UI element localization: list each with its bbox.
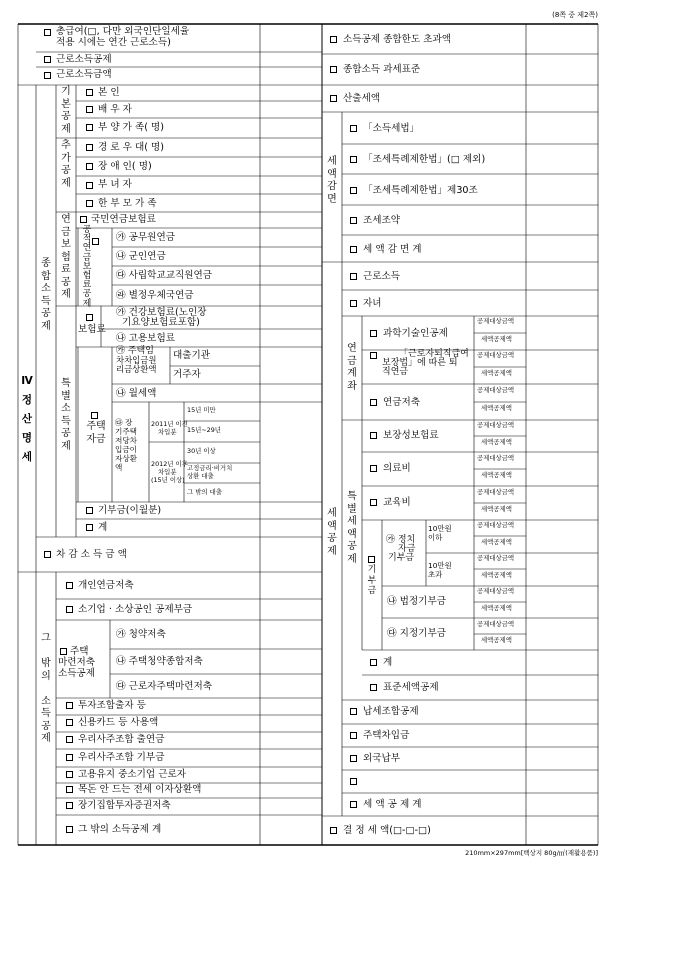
lender-resident: 거주자 [173,369,201,380]
special-credit-label: 특 별 세 액 공 제 [347,491,357,565]
elderly-checkbox[interactable] [86,144,93,151]
mortgage-4: 입금이 [115,445,138,454]
health-insurance-2: 기요양보험료포함) [122,317,200,328]
reduction-total: 세 액 감 면 계 [363,244,422,255]
donation-carry-checkbox[interactable] [86,507,93,514]
protection-insurance: 보장성보험료 [383,430,439,441]
spouse-label: 배 우 자 [98,104,132,115]
earned-income-checkbox[interactable] [350,273,357,280]
investment-checkbox[interactable] [66,702,73,709]
pension-account-label: 연 금 계 좌 [347,343,357,392]
special-total: 계 [98,522,108,533]
retirement-1: 「근로자퇴직급여 [399,349,469,359]
over-100k-2: 초과 [428,570,443,579]
under-100k-1: 10만원 [428,524,452,533]
credit-total-checkbox[interactable] [350,801,357,808]
deductible-label: 공제대상금액 [477,521,515,529]
deductible-label: 공제대상금액 [477,386,515,394]
tax-union-checkbox[interactable] [350,708,357,715]
salary-checkbox[interactable] [44,29,51,36]
standard-credit-checkbox[interactable] [370,684,377,691]
page-info: (8쪽 중 제2쪽) [552,11,598,19]
comprehensive-subscription: ㉯ 주택청약종합저축 [116,656,203,667]
after-2012-3: (15년 이상) [151,476,185,484]
net-income-checkbox[interactable] [44,551,51,558]
credit-card-checkbox[interactable] [66,719,73,726]
special-act-30: 「조세특례제한법」제30조 [363,185,478,196]
credit-amount-label: 세액공제액 [481,604,512,612]
mortgage-2: 기주택 [115,427,138,436]
earned-amount: 근로소득금액 [56,69,112,80]
credit-amount-label: 세액공제액 [481,335,512,343]
foreign-tax: 외국납부 [363,753,401,764]
credit-card: 신용카드 등 사용액 [78,717,159,728]
self-label: 본 인 [98,87,120,98]
credit-amount-label: 세액공제액 [481,369,512,377]
credit-amount-label: 세액공제액 [481,538,512,546]
lease-interest-checkbox[interactable] [66,786,73,793]
children: 자녀 [363,298,382,309]
credit-amount-label: 세액공제액 [481,438,512,446]
investment: 투자조합출자 등 [78,700,146,711]
other-total-checkbox[interactable] [66,826,73,833]
credit-amount-label: 세액공제액 [481,505,512,513]
sme-employee: 고용유지 중소기업 근로자 [78,769,187,780]
mortgage-6: 액 [115,463,123,472]
tax-union: 납세조합공제 [363,706,419,717]
housing-savings-2: 마련저축 [58,657,96,668]
personal-pension-checkbox[interactable] [66,582,73,589]
housing-funds-label: 주택 자금 [86,421,106,445]
disabled-checkbox[interactable] [86,163,93,170]
deductible-label: 공제대상금액 [477,587,515,595]
insurance-label: 보험료 [78,324,106,335]
pension-school: ㉰ 사립학교교직원연금 [116,270,213,281]
under-100k-2: 이하 [428,533,443,542]
special-act-excl: 「조세특례제한법」(□ 제외) [363,154,486,165]
self-checkbox[interactable] [86,89,93,96]
earned-deduction-checkbox[interactable] [44,56,51,63]
worker-housing-savings: ㉰ 근로자주택마련저축 [116,681,213,692]
fixed-rate-2: 상환 대출 [187,472,214,480]
section-title: Ⅳ 정 산 명 세 [21,375,33,463]
blank-item-checkbox[interactable] [350,778,357,785]
credit-amount-label: 세액공제액 [481,404,512,412]
education-checkbox[interactable] [370,499,377,506]
standard-credit: 표준세액공제 [383,682,439,693]
deductible-label: 공제대상금액 [477,620,515,628]
reduction-group-label: 세 액 감 면 [327,156,337,205]
credit-amount-label: 세액공제액 [481,471,512,479]
protection-ins-checkbox[interactable] [370,432,377,439]
calculated-tax-checkbox[interactable] [330,95,337,102]
national-pension-checkbox[interactable] [80,216,87,223]
group-comprehensive-label: 종 합 소 득 공 제 [41,258,51,332]
deductible-label: 공제대상금액 [477,554,515,562]
earned-amount-checkbox[interactable] [44,72,51,79]
salary-line1: 총급여(□, 다만 외국인단일세율 [56,26,190,37]
housing-savings-checkbox[interactable] [60,648,67,655]
housing-loan-1: ㉮ 주택임 [116,346,154,356]
tax-treaty: 조세조약 [363,215,401,226]
esop-donation: 우리사주조합 기부금 [78,752,165,763]
monthly-rent: ㉯ 월세액 [116,388,157,399]
housing-loan-3: 리금상환액 [116,364,157,374]
single-parent-checkbox[interactable] [86,200,93,207]
esop-contrib-checkbox[interactable] [66,736,73,743]
credit-total: 세 액 공 제 계 [363,799,422,810]
dependents-checkbox[interactable] [86,124,93,131]
lender-institution: 대출기관 [173,350,211,361]
housing-funds-checkbox[interactable] [91,412,98,419]
designated-donation: ㉰ 지정기부금 [387,628,446,639]
pension-savings-checkbox[interactable] [370,399,377,406]
special-deduction-label: 특 별 소 득 공 제 [61,378,71,452]
medical-checkbox[interactable] [370,465,377,472]
group-other-label: 그 밖 의 소 득 공 제 [41,633,51,744]
earned-deduction: 근로소득공제 [56,54,112,65]
donation-checkbox[interactable] [368,556,375,563]
years-under-15: 15년 미만 [187,406,216,414]
special-credit-total: 계 [383,657,393,668]
years-over-30: 30년 이상 [187,447,216,455]
lease-interest: 목돈 안 드는 전세 이자상환액 [78,784,202,795]
women-label: 부 녀 자 [98,179,132,190]
spouse-checkbox[interactable] [86,106,93,113]
women-checkbox[interactable] [86,182,93,189]
national-pension: 국민연금보험료 [91,214,156,225]
income-tax-act-checkbox[interactable] [350,125,357,132]
credit-amount-label: 세액공제액 [481,636,512,644]
housing-loan-checkbox[interactable] [350,732,357,739]
net-income: 차 감 소 득 금 액 [56,549,127,560]
tax-base: 종합소득 과세표준 [343,64,421,75]
income-tax-act: 「소득세법」 [363,123,420,134]
education: 교육비 [383,497,411,508]
credit-amount-label: 세액공제액 [481,571,512,579]
deductible-label: 공제대상금액 [477,454,515,462]
medical: 의료비 [383,463,411,474]
credit-group-label: 세 액 공 제 [327,508,337,557]
esop-donation-checkbox[interactable] [66,754,73,761]
before-2011-2: 차입분 [158,428,177,436]
deductible-label: 공제대상금액 [477,351,515,359]
basic-deduction-label: 기 본 공 제 [61,86,71,135]
other-loans: 그 밖의 대출 [187,488,222,496]
health-insurance-1: ㉮ 건강보험료(노인장 [116,307,207,318]
retirement-3: 직연금 [382,367,409,377]
employment-insurance: ㉯ 고용보험료 [116,333,175,344]
paper-spec: 210mm×297mm[백상지 80g/㎡(재활용품)] [465,849,598,857]
pension-civil: ㉮ 공무원연금 [116,232,175,243]
mortgage-1: ㉰ 장 [115,418,133,427]
mortgage-3: 저당차 [115,436,138,445]
small-biz-checkbox[interactable] [66,606,73,613]
insurance-checkbox[interactable] [86,314,93,321]
housing-savings-1: 주택 [70,646,89,657]
science-mutual: 과학기술인공제 [383,328,448,339]
public-pension-checkbox[interactable] [92,238,99,245]
excess-limit: 소득공제 종합한도 초과액 [343,34,452,45]
determined-tax-checkbox[interactable] [330,827,337,834]
housing-loan-2: 차차입금원 [116,355,157,365]
donation-carry: 기부금(이월분) [98,505,162,516]
pension-savings: 연금저축 [383,397,421,408]
elderly-label: 경 로 우 대( 명) [98,142,165,153]
single-parent-label: 한 부 모 가 족 [98,198,157,209]
special-act-30-checkbox[interactable] [350,187,357,194]
housing-loan: 주택차입금 [363,730,410,741]
special-credit-total-checkbox[interactable] [370,659,377,666]
excess-limit-checkbox[interactable] [330,36,337,43]
fixed-rate-1: 고정금리·비거치 [187,464,233,472]
special-total-checkbox[interactable] [86,524,93,531]
housing-savings-3: 소득공제 [58,668,96,679]
public-pension-label: 공 적 연 금 보 험 료 공 제 [82,225,92,309]
before-2011-1: 2011년 이전 [151,420,188,428]
special-act-excl-checkbox[interactable] [350,156,357,163]
dependents-label: 부 양 가 족( 명) [98,122,165,133]
over-100k-1: 10만원 [428,561,452,570]
donation-label: 기 부 금 [367,565,377,596]
after-2012-1: 2012년 이후 [151,460,188,468]
calculated-tax: 산출세액 [343,93,381,104]
retirement-checkbox[interactable] [370,352,377,359]
pension-deduction-label: 연 금 보 험 료 공 제 [61,214,71,300]
deductible-label: 공제대상금액 [477,421,515,429]
long-term-fund-checkbox[interactable] [66,802,73,809]
salary-line2: 적용 시에는 연간 근로소득) [56,37,171,48]
esop-contribution: 우리사주조합 출연금 [78,734,165,745]
sme-employee-checkbox[interactable] [66,771,73,778]
tax-base-checkbox[interactable] [330,66,337,73]
earned-income: 근로소득 [363,271,401,282]
political-2: 자금 [398,544,416,554]
children-checkbox[interactable] [350,300,357,307]
small-biz: 소기업 · 소상공인 공제부금 [78,604,193,615]
deductible-label: 공제대상금액 [477,488,515,496]
subscription-savings: ㉮ 청약저축 [116,629,166,640]
reduction-total-checkbox[interactable] [350,246,357,253]
foreign-tax-checkbox[interactable] [350,755,357,762]
personal-pension: 개인연금저축 [78,580,134,591]
science-mutual-checkbox[interactable] [370,330,377,337]
tax-treaty-checkbox[interactable] [350,217,357,224]
statutory-donation: ㉯ 법정기부금 [387,596,446,607]
long-term-fund: 장기집합투자증권저축 [78,800,171,811]
pension-postal: ㉱ 별정우체국연금 [116,290,194,301]
determined-tax: 결 정 세 액(□-□-□) [343,825,431,836]
other-total: 그 밖의 소득공제 계 [78,824,162,835]
pension-military: ㉯ 군인연금 [116,251,166,262]
deductible-label: 공제대상금액 [477,317,515,325]
years-15-29: 15년~29년 [187,426,221,434]
political-1: ㉮ 정치 [386,535,416,545]
political-3: 기부금 [388,553,415,563]
after-2012-2: 차입분 [158,468,177,476]
disabled-label: 장 애 인( 명) [98,161,152,172]
additional-deduction-label: 추 가 공 제 [61,140,71,189]
mortgage-5: 자상환 [115,454,138,463]
retirement-2: 보장법」에 따른 퇴 [382,358,458,368]
